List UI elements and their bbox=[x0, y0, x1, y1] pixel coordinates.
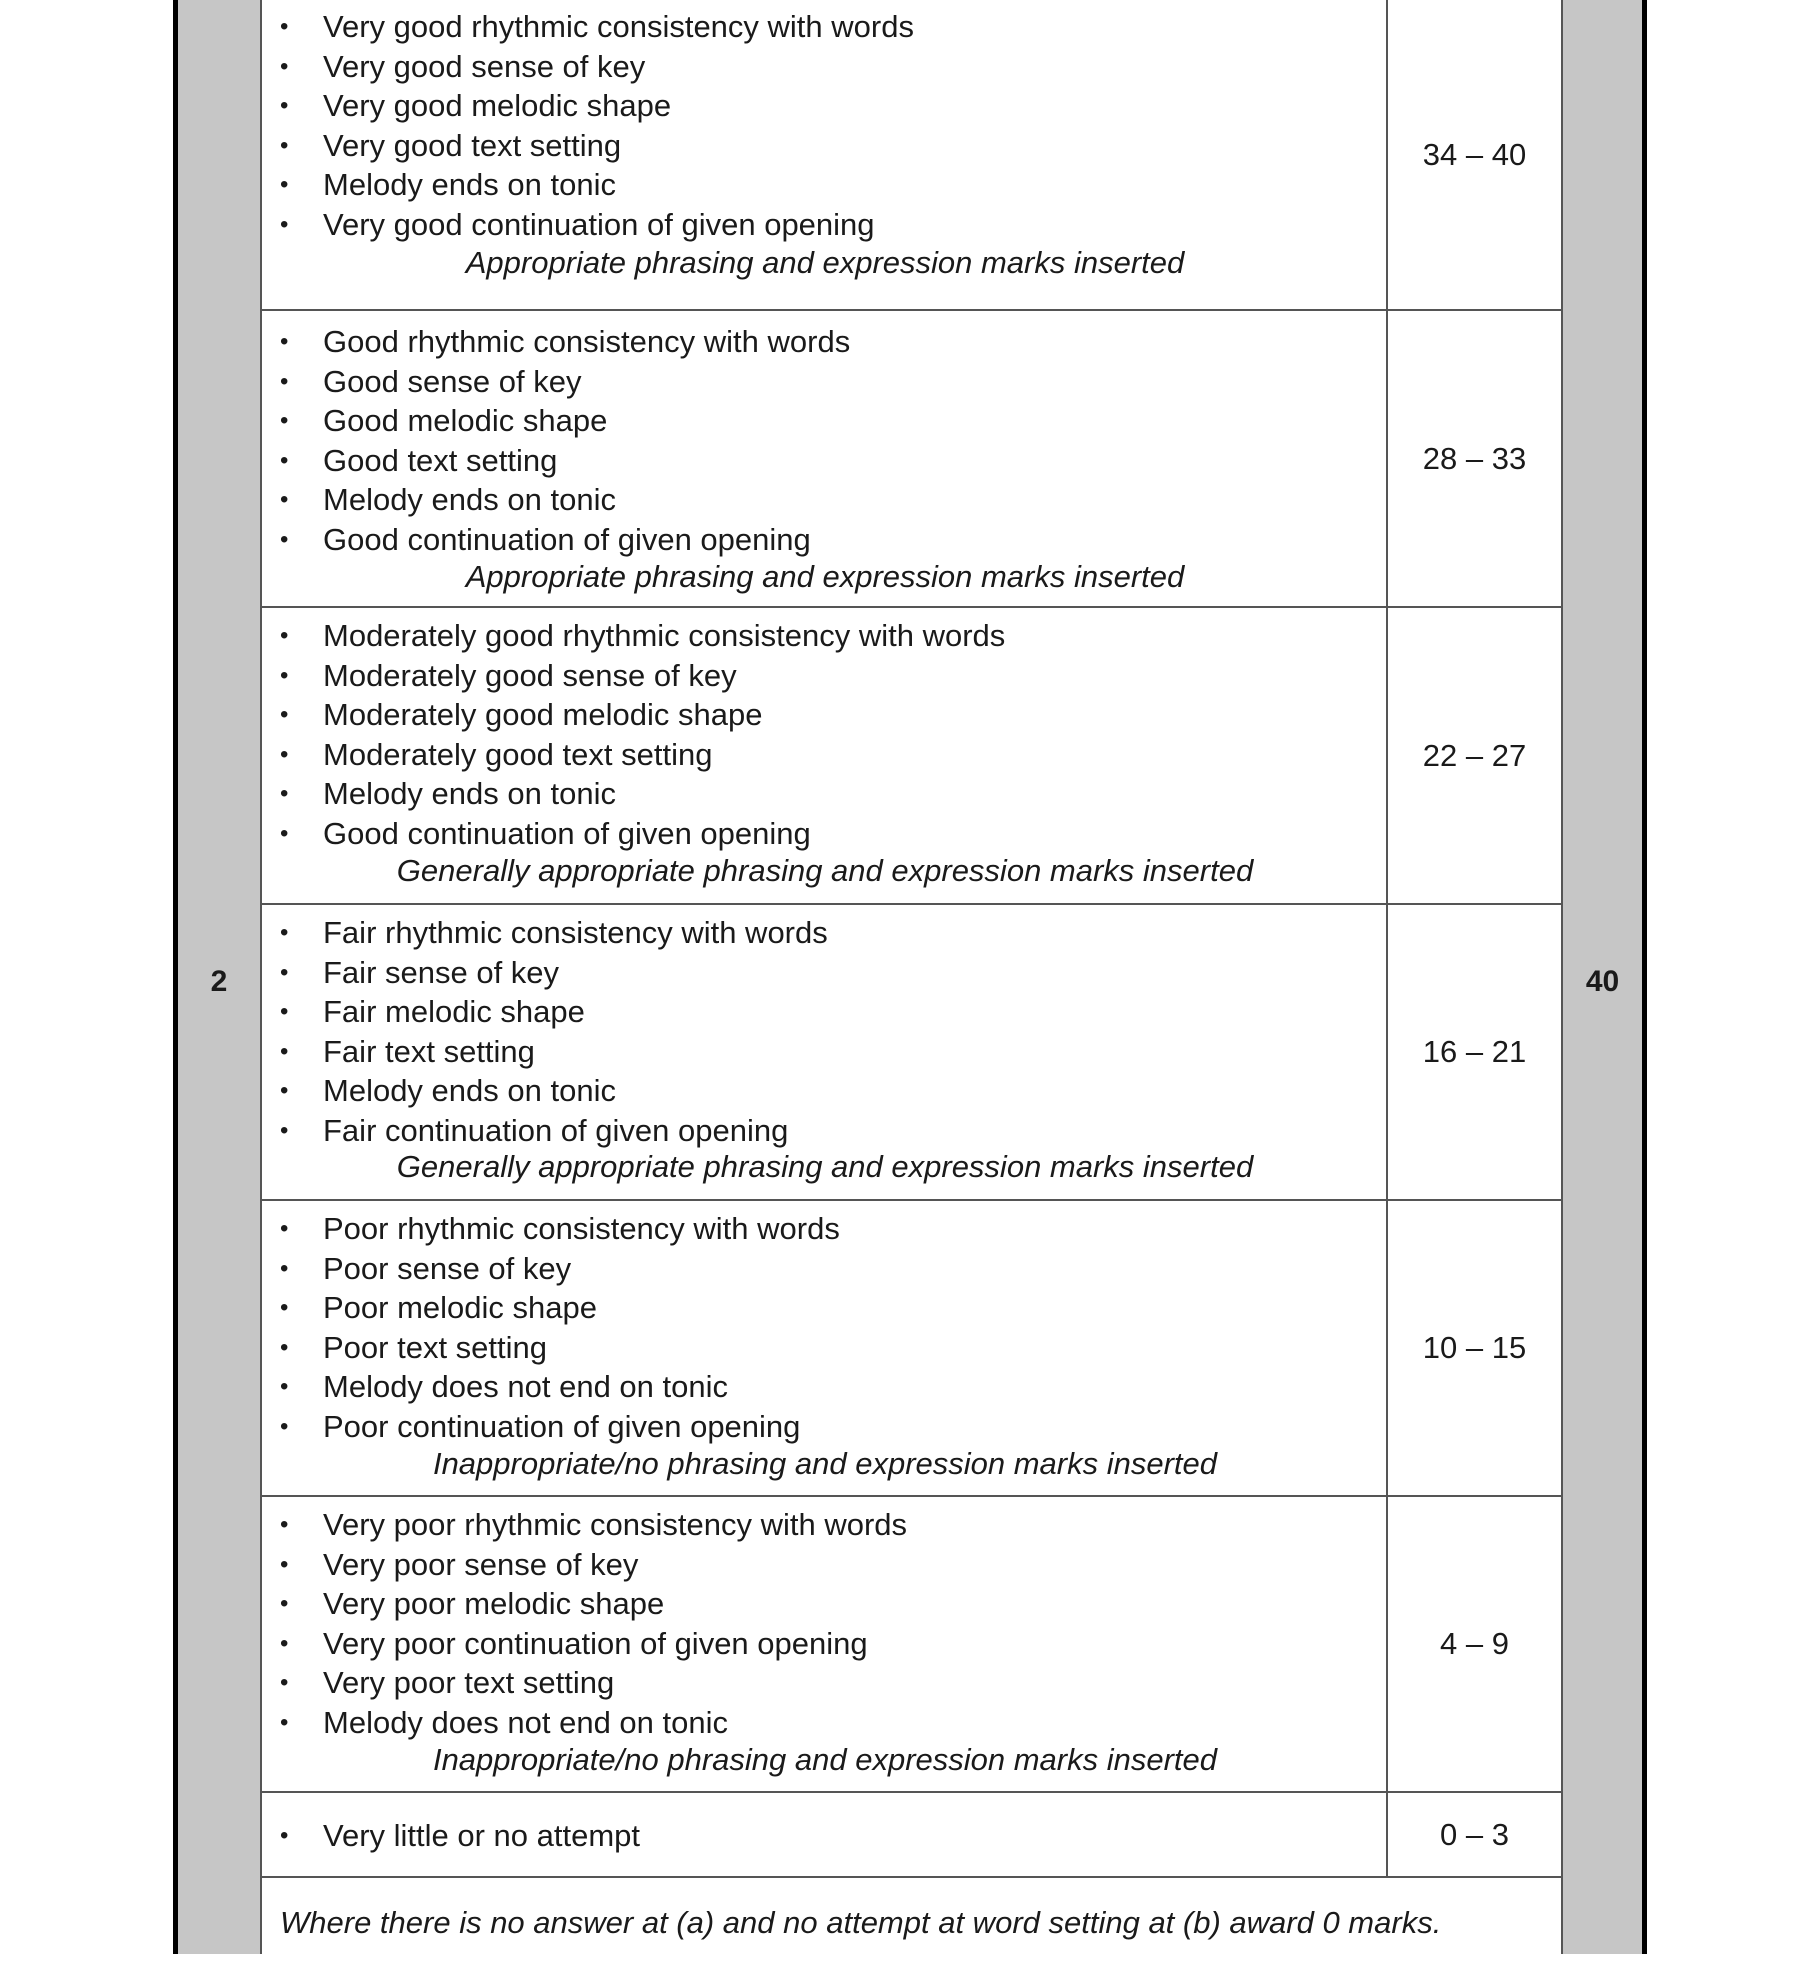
band-criteria bbox=[262, 1497, 1388, 1791]
mark-band-2 bbox=[262, 311, 1561, 608]
criterion: • Poor melodic shape bbox=[262, 1288, 840, 1328]
criterion: • Melody does not end on tonic bbox=[262, 1367, 840, 1407]
band-note: Inappropriate/no phrasing and expression marks inserted bbox=[432, 1446, 1218, 1481]
band-criteria bbox=[262, 311, 1388, 606]
band-marks: 22 – 27 bbox=[1422, 737, 1527, 773]
total-marks: 40 bbox=[1585, 965, 1620, 998]
band-marks: 0 – 3 bbox=[1440, 1816, 1509, 1852]
total-marks-column bbox=[1561, 0, 1642, 1954]
criteria-list bbox=[262, 1816, 640, 1856]
band-criteria bbox=[262, 1201, 1388, 1495]
mark-band-3 bbox=[262, 608, 1561, 905]
criteria-list bbox=[262, 1209, 840, 1447]
mark-band-6 bbox=[262, 1497, 1561, 1793]
criterion: • Poor text setting bbox=[262, 1328, 840, 1368]
criterion: • Poor continuation of given opening bbox=[262, 1407, 840, 1447]
mark-band-5 bbox=[262, 1201, 1561, 1497]
criteria-list bbox=[262, 616, 1005, 854]
band-note: Appropriate phrasing and expression marks inserted bbox=[465, 559, 1185, 594]
criterion: • Moderately good sense of key bbox=[262, 656, 1005, 696]
criterion: • Moderately good text setting bbox=[262, 735, 1005, 775]
band-criteria bbox=[262, 0, 1388, 309]
criterion: • Very good melodic shape bbox=[262, 86, 914, 126]
criterion: • Poor sense of key bbox=[262, 1249, 840, 1289]
criterion: • Good continuation of given opening bbox=[262, 520, 850, 560]
criterion: • Very poor continuation of given opening bbox=[262, 1624, 907, 1664]
criterion: • Good text setting bbox=[262, 441, 850, 481]
criterion: • Fair sense of key bbox=[262, 953, 828, 993]
mark-band-7 bbox=[262, 1793, 1561, 1878]
criterion: • Moderately good melodic shape bbox=[262, 695, 1005, 735]
criterion: • Melody ends on tonic bbox=[262, 774, 1005, 814]
criterion: • Melody does not end on tonic bbox=[262, 1703, 907, 1743]
criterion: • Very poor text setting bbox=[262, 1663, 907, 1703]
criterion: • Melody ends on tonic bbox=[262, 1071, 828, 1111]
criterion: • Moderately good rhythmic consistency with words bbox=[262, 616, 1005, 656]
criterion: • Good sense of key bbox=[262, 362, 850, 402]
band-note: Inappropriate/no phrasing and expression marks inserted bbox=[432, 1742, 1218, 1777]
criterion: • Good melodic shape bbox=[262, 401, 850, 441]
criterion: • Very poor sense of key bbox=[262, 1545, 907, 1585]
criterion: • Very good sense of key bbox=[262, 47, 914, 87]
band-note: Generally appropriate phrasing and expression marks inserted bbox=[396, 853, 1254, 888]
band-marks: 34 – 40 bbox=[1422, 136, 1527, 172]
band-marks: 10 – 15 bbox=[1422, 1330, 1527, 1365]
criterion: • Very good text setting bbox=[262, 126, 914, 166]
criterion: • Fair rhythmic consistency with words bbox=[262, 913, 828, 953]
band-marks: 4 – 9 bbox=[1440, 1626, 1509, 1661]
band-criteria bbox=[262, 905, 1388, 1199]
criterion: • Fair continuation of given opening bbox=[262, 1111, 828, 1151]
question-number: 2 bbox=[210, 965, 228, 998]
criterion: • Melody ends on tonic bbox=[262, 165, 914, 205]
criterion: • Melody ends on tonic bbox=[262, 480, 850, 520]
criterion: • Very poor rhythmic consistency with words bbox=[262, 1505, 907, 1545]
footer-note: Where there is no answer at (a) and no attempt at word setting at (b) award 0 marks. bbox=[280, 1905, 1442, 1940]
criterion: • Fair text setting bbox=[262, 1032, 828, 1072]
mark-band-1 bbox=[262, 0, 1561, 311]
criteria-list bbox=[262, 913, 828, 1151]
criterion: • Very poor melodic shape bbox=[262, 1584, 907, 1624]
criteria-list bbox=[262, 1505, 907, 1743]
criteria-list bbox=[262, 7, 914, 245]
band-note: Generally appropriate phrasing and expression marks inserted bbox=[396, 1149, 1254, 1184]
band-criteria bbox=[262, 1793, 1388, 1876]
criterion: • Very good rhythmic consistency with words bbox=[262, 7, 914, 47]
criterion: • Good rhythmic consistency with words bbox=[262, 322, 850, 362]
mark-band-4 bbox=[262, 905, 1561, 1201]
criterion: • Very little or no attempt bbox=[262, 1816, 640, 1856]
criterion: • Poor rhythmic consistency with words bbox=[262, 1209, 840, 1249]
criteria-list bbox=[262, 322, 850, 560]
band-note: Appropriate phrasing and expression marks inserted bbox=[465, 245, 1185, 280]
criterion: • Good continuation of given opening bbox=[262, 814, 1005, 854]
criterion: • Very good continuation of given opening bbox=[262, 205, 914, 245]
band-criteria bbox=[262, 608, 1388, 903]
criterion: • Fair melodic shape bbox=[262, 992, 828, 1032]
band-marks: 16 – 21 bbox=[1422, 1034, 1527, 1069]
band-marks: 28 – 33 bbox=[1422, 440, 1527, 476]
question-number-column bbox=[178, 0, 262, 1954]
